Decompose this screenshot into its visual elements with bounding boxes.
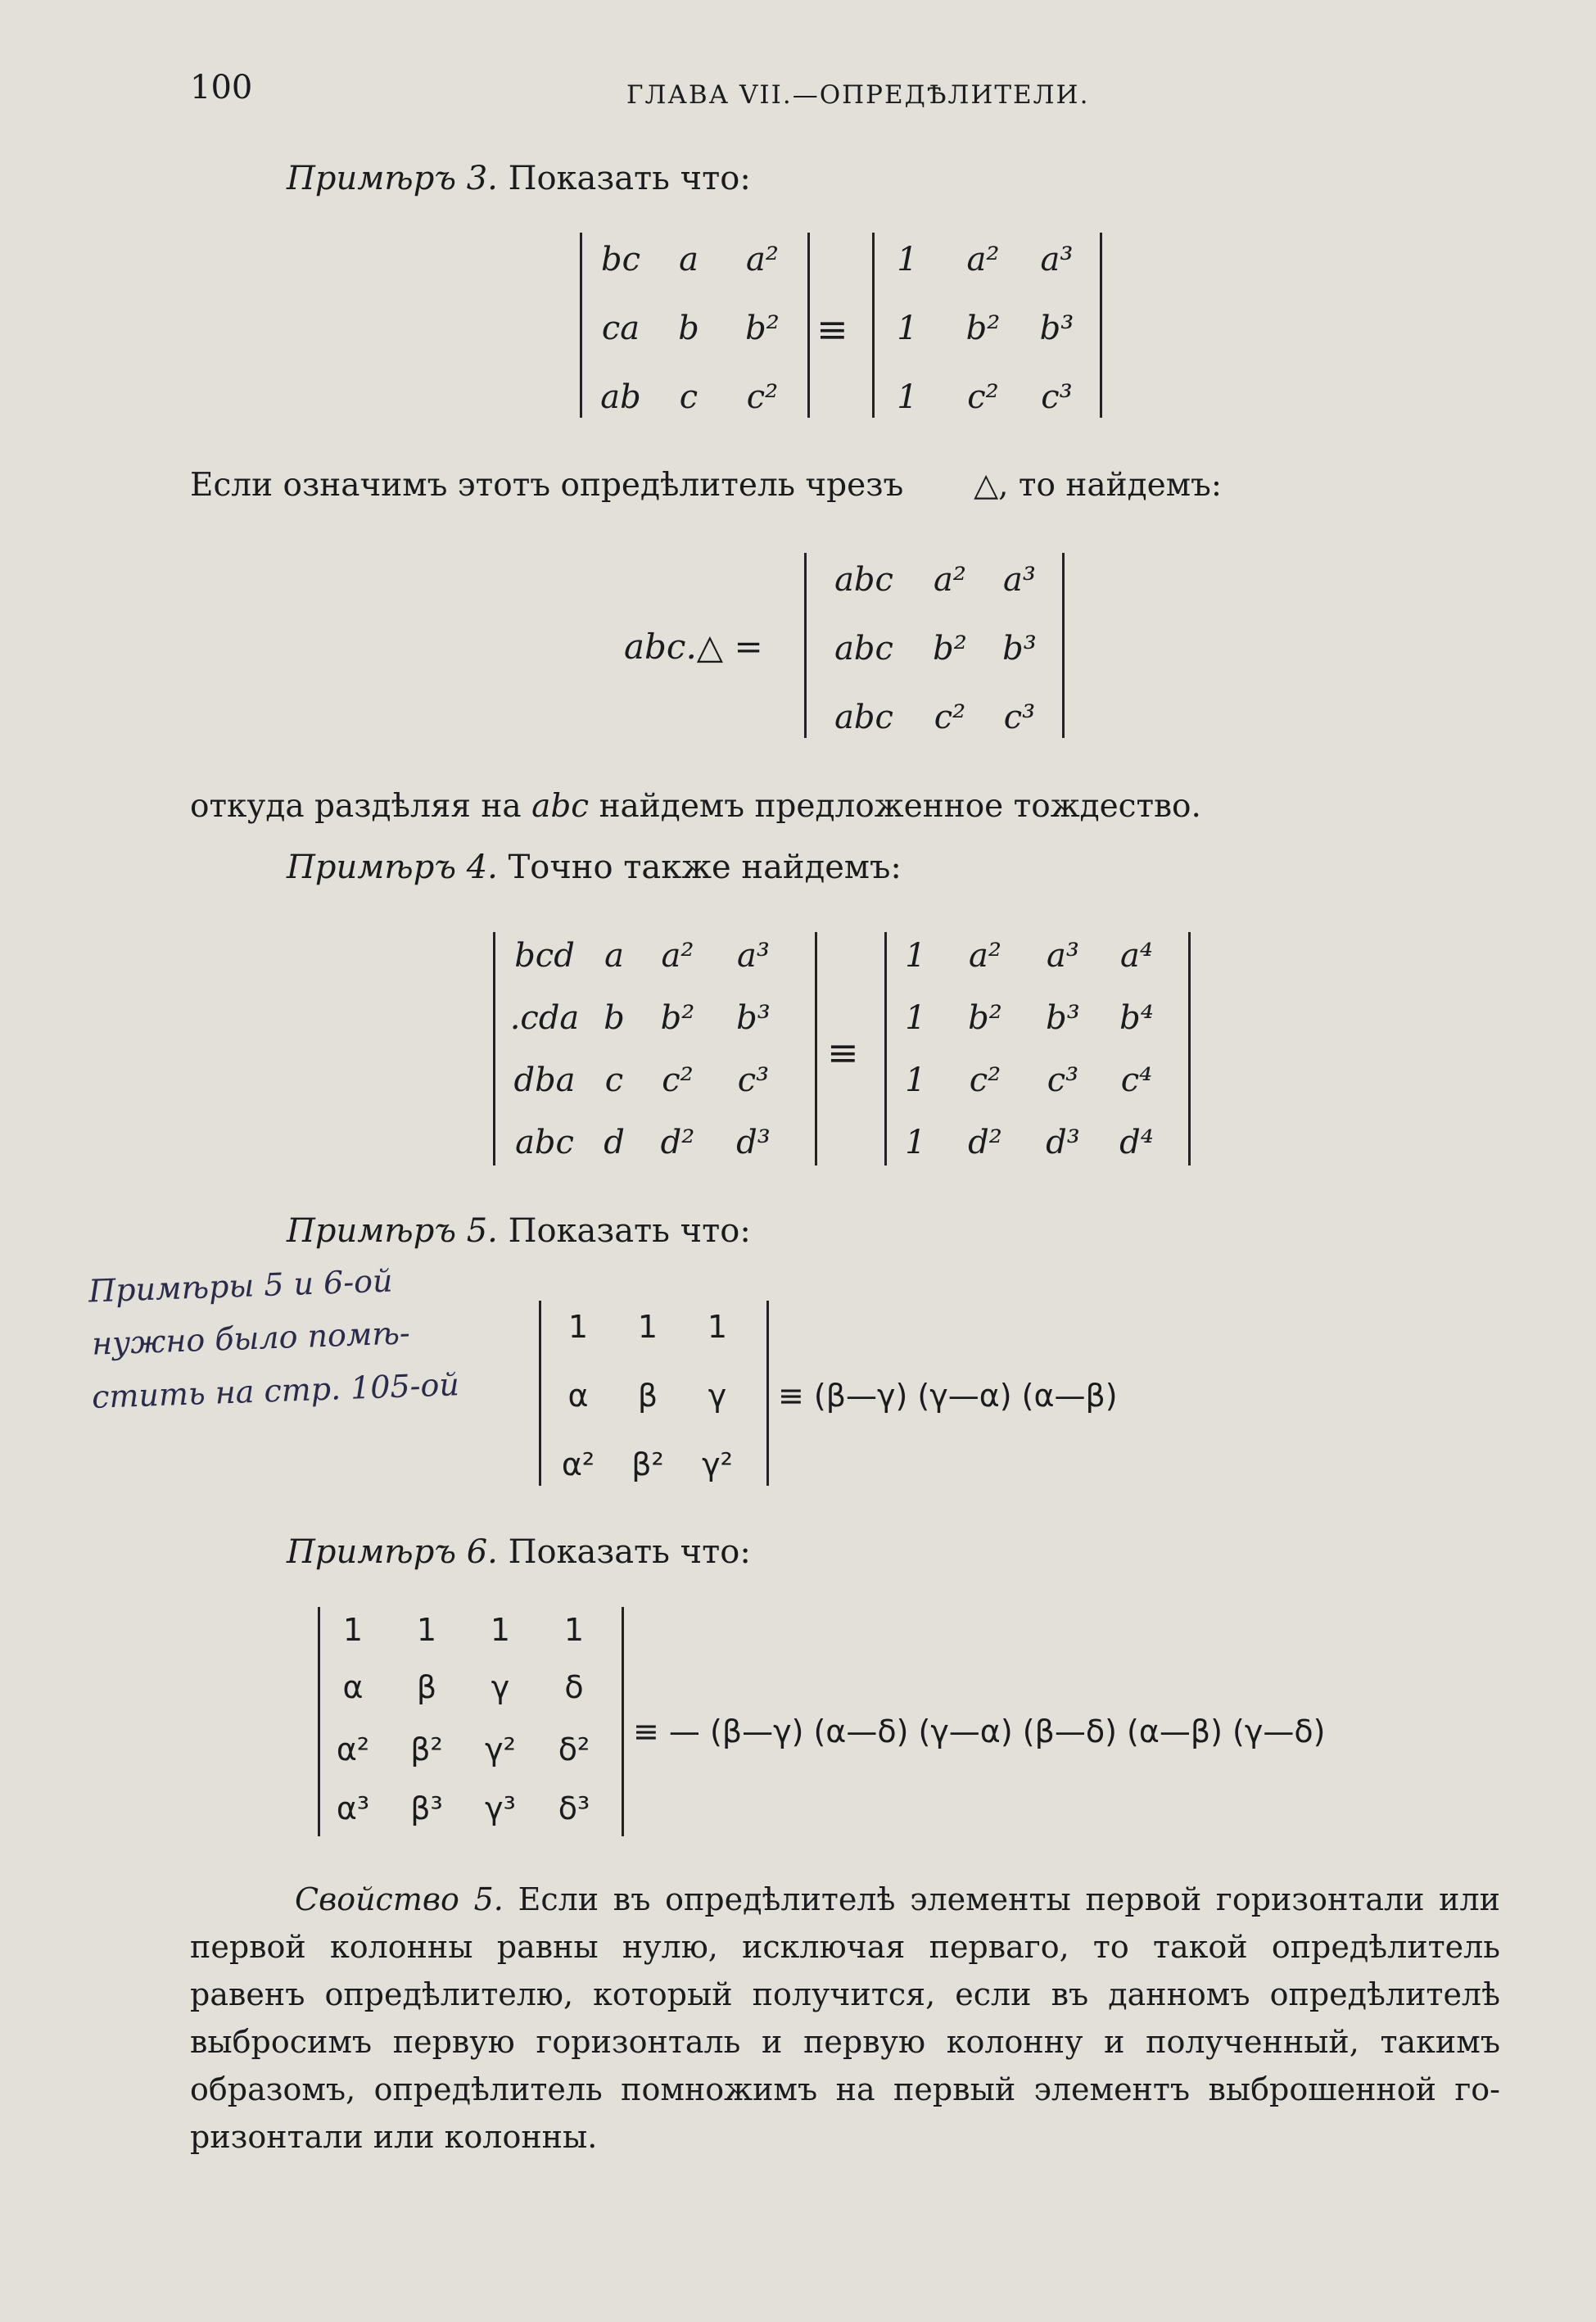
det-cell: a: [679, 241, 699, 278]
det-cell: abc: [834, 561, 893, 599]
det-cell: b⁴: [1119, 999, 1154, 1037]
det-cell: γ: [491, 1669, 510, 1705]
det-cell: c³: [1003, 699, 1036, 736]
det-cell: a²: [966, 241, 1000, 278]
ex3-left-determinant: [580, 233, 810, 418]
det-cell: b³: [1046, 999, 1080, 1037]
property-line-3: равенъ опредѣлителю, который получится, если въ данномъ опредѣлителѣ: [190, 1976, 1500, 2012]
sentence-part: найдемъ предложенное тождество.: [599, 788, 1201, 825]
det-cell: 1: [905, 1061, 926, 1099]
det-cell: c²: [969, 1061, 1001, 1099]
det-cell: α³: [336, 1790, 370, 1826]
example-label: Примѣръ 3.: [287, 160, 498, 197]
det-cell: abc: [834, 699, 893, 736]
sentence-part: Если означимъ этотъ опредѣлитель чрезъ: [190, 467, 904, 504]
delta-sentence: [190, 467, 1222, 504]
example-text: Показать что:: [508, 1212, 751, 1250]
det-cell: γ²: [485, 1731, 516, 1768]
property-text: Если въ опредѣлителѣ элементы первой горизонтали или: [518, 1881, 1500, 1917]
det-cell: b: [678, 310, 699, 347]
det-cell: d²: [660, 1124, 695, 1161]
det-cell: β: [416, 1669, 437, 1705]
equiv-sign: ≡: [816, 307, 848, 351]
det-cell: α²: [561, 1446, 595, 1482]
property-label: Свойство 5.: [295, 1881, 504, 1917]
chapter-title: ГЛАВА VII.—ОПРЕДѢЛИТЕЛИ.: [626, 80, 1090, 110]
det-cell: 1: [905, 937, 926, 975]
property-line-4: выбросимъ первую горизонталь и первую колонну и полученный, такимъ: [190, 2024, 1500, 2060]
sentence-part: откуда раздѣляя на: [190, 788, 522, 825]
det-cell: b²: [965, 310, 1001, 347]
det-cell: dba: [513, 1061, 576, 1099]
det-cell: c³: [1047, 1061, 1079, 1099]
example-text: Показать что:: [508, 160, 751, 197]
det-cell: α: [567, 1378, 589, 1414]
ex6-rhs: ≡ — (β—γ) (α—δ) (γ—α) (β—δ) (α—β) (γ—δ): [633, 1713, 1326, 1749]
det-cell: d²: [968, 1124, 1002, 1161]
det-cell: bc: [600, 241, 640, 278]
example-label: Примѣръ 5.: [287, 1212, 498, 1250]
divide-sentence: [190, 788, 1201, 825]
det-cell: 1: [905, 1124, 926, 1161]
det-cell: c: [679, 378, 699, 416]
det-cell: β²: [410, 1731, 443, 1768]
ex3-right-determinant: [872, 233, 1102, 418]
det-cell: α²: [336, 1731, 370, 1768]
det-cell: d³: [736, 1124, 771, 1161]
det-cell: a²: [746, 241, 779, 278]
det-cell: β³: [410, 1790, 443, 1826]
property-line-5: образомъ, опредѣлитель помножимъ на первый элементъ выброшенной го-: [190, 2071, 1500, 2107]
det-cell: δ³: [558, 1790, 590, 1826]
det-cell: a²: [969, 937, 1001, 975]
det-cell: a³: [1047, 937, 1079, 975]
det-cell: b: [604, 999, 625, 1037]
det-cell: γ³: [485, 1790, 516, 1826]
det-cell: 1: [707, 1309, 728, 1345]
delta-symbol: △: [974, 467, 999, 504]
det-cell: β²: [631, 1446, 664, 1482]
det-cell: ab: [600, 378, 641, 416]
ex4-right-determinant: [884, 932, 1191, 1166]
det-cell: b²: [933, 630, 967, 668]
ex6-determinant: [318, 1607, 624, 1836]
det-cell: c³: [737, 1061, 770, 1099]
det-cell: δ²: [558, 1731, 590, 1768]
property-line-2: первой колонны равны нулю, исключая перваго, то такой опредѣлитель: [190, 1929, 1500, 1965]
example-4-heading: [287, 849, 902, 886]
example-3-heading: [287, 160, 751, 197]
det-cell: c²: [746, 378, 779, 416]
det-cell: 1: [490, 1612, 511, 1648]
property-5-paragraph: [190, 1876, 1500, 2161]
det-cell: δ: [564, 1669, 584, 1705]
det-cell: ca: [601, 310, 640, 347]
det-cell: a²: [934, 561, 966, 599]
example-6-heading: [287, 1533, 751, 1571]
det-cell: c: [604, 1061, 624, 1099]
det-cell: d³: [1046, 1124, 1080, 1161]
det-cell: b³: [1002, 630, 1037, 668]
det-cell: a⁴: [1120, 937, 1153, 975]
sentence-part: , то найдемъ:: [998, 467, 1222, 504]
det-cell: c²: [662, 1061, 694, 1099]
det-cell: abc: [515, 1124, 574, 1161]
det-cell: c³: [1041, 378, 1073, 416]
det-cell: 1: [905, 999, 926, 1037]
det-cell: a: [604, 937, 624, 975]
det-cell: a³: [1003, 561, 1036, 599]
abc-delta-lhs: abc.△ =: [624, 627, 763, 667]
det-cell: a²: [661, 937, 694, 975]
equiv-sign: ≡: [827, 1030, 859, 1075]
det-cell: 1: [416, 1612, 437, 1648]
det-cell: abc: [834, 630, 893, 668]
det-cell: 1: [563, 1612, 585, 1648]
page-number: 100: [190, 69, 253, 106]
det-cell: 1: [897, 241, 918, 278]
det-cell: b³: [736, 999, 771, 1037]
example-text: Точно также найдемъ:: [508, 849, 902, 886]
sentence-var: abc: [531, 788, 590, 825]
det-cell: d⁴: [1119, 1124, 1154, 1161]
det-cell: d: [604, 1124, 625, 1161]
property-line-6: ризонтали или колонны.: [190, 2119, 598, 2155]
det-cell: γ: [708, 1378, 727, 1414]
det-cell: a³: [1040, 241, 1074, 278]
det-cell: 1: [897, 310, 918, 347]
det-cell: bcd: [514, 937, 575, 975]
det-cell: γ²: [702, 1446, 733, 1482]
ex5-rhs: ≡ (β—γ) (γ—α) (α—β): [778, 1378, 1118, 1414]
det-cell: b²: [968, 999, 1002, 1037]
ex5-determinant: [539, 1301, 769, 1486]
det-cell: 1: [897, 378, 918, 416]
det-cell: c²: [934, 699, 966, 736]
det-cell: β: [637, 1378, 658, 1414]
det-cell: b²: [745, 310, 780, 347]
det-cell: c⁴: [1120, 1061, 1153, 1099]
handwritten-note-line-2: нужно было помѣ-: [91, 1315, 411, 1362]
handwritten-note-line-1: Примѣры 5 и 6-ой: [88, 1262, 394, 1310]
det-cell: 1: [637, 1309, 658, 1345]
det-cell: a³: [737, 937, 770, 975]
property-line-1: [190, 1876, 1500, 1923]
example-text: Показать что:: [508, 1533, 751, 1571]
example-label: Примѣръ 4.: [287, 849, 498, 886]
det-cell: b³: [1039, 310, 1074, 347]
ex4-left-determinant: [493, 932, 817, 1166]
example-5-heading: [287, 1212, 751, 1250]
det-cell: .cda: [509, 999, 580, 1037]
det-cell: c²: [967, 378, 999, 416]
example-label: Примѣръ 6.: [287, 1533, 498, 1571]
det-cell: 1: [342, 1612, 364, 1648]
handwritten-note-line-3: стить на стр. 105-ой: [91, 1366, 460, 1415]
det-cell: b²: [660, 999, 695, 1037]
det-cell: α: [342, 1669, 364, 1705]
det-cell: 1: [567, 1309, 589, 1345]
abc-determinant: [804, 553, 1065, 738]
